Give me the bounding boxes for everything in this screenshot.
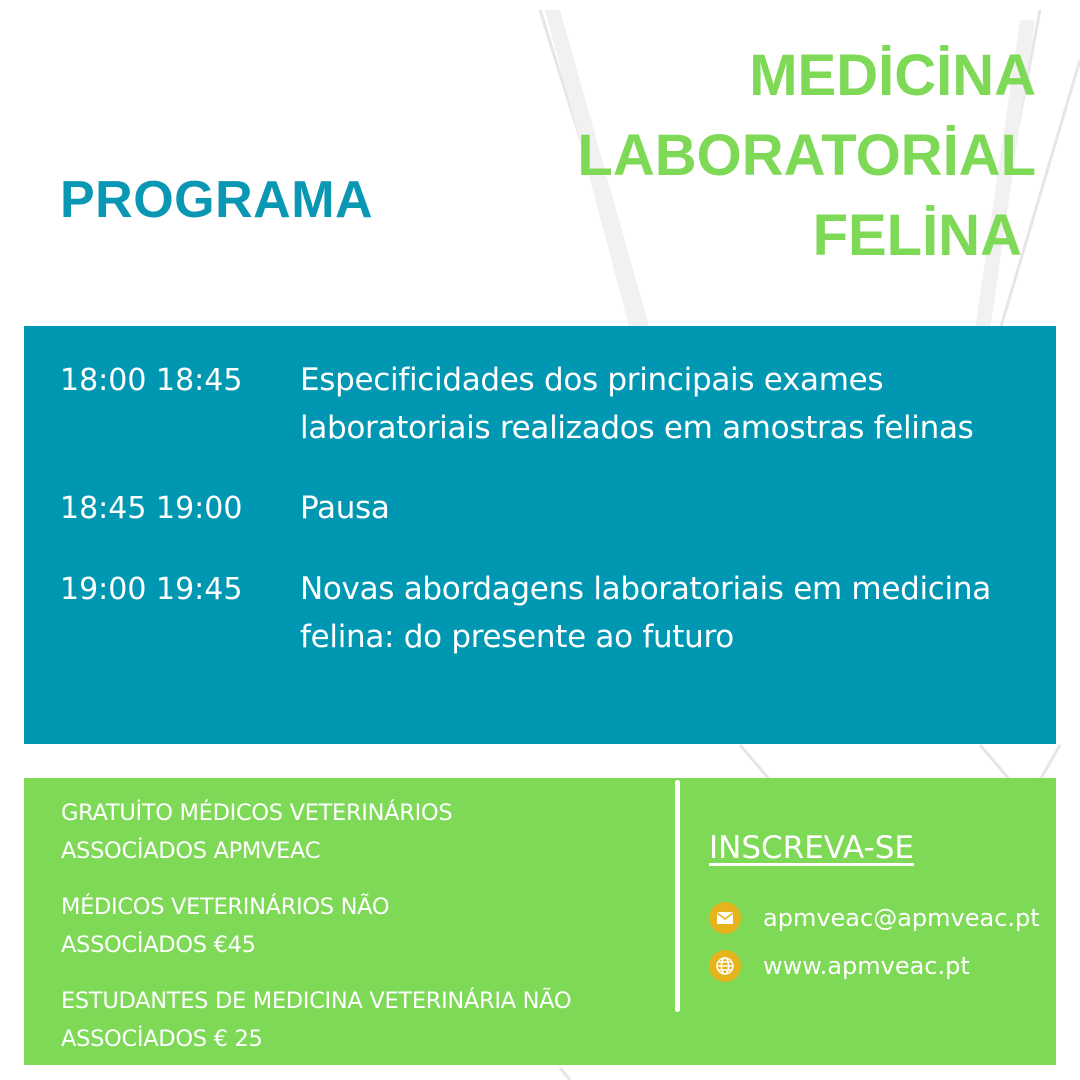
pricing-item-line-2: ASSOCİADOS APMVEAC bbox=[61, 838, 321, 864]
pricing-item-line-2: ASSOCİADOS € 25 bbox=[61, 1026, 263, 1052]
schedule-description: Especificidades dos principais exames laboratoriais realizados em amostras felinas bbox=[300, 362, 974, 446]
pricing-item bbox=[61, 794, 681, 870]
pricing-item-line-1: ESTUDANTES DE MEDICINA VETERINÁRIA NÃO bbox=[61, 988, 572, 1014]
schedule-row bbox=[60, 356, 1056, 452]
pricing-item bbox=[61, 888, 681, 964]
event-title bbox=[476, 36, 1036, 276]
pricing-item-line-1: GRATUİTO MÉDICOS VETERINÁRIOS bbox=[61, 800, 453, 826]
signup-link[interactable]: INSCREVA-SE bbox=[709, 830, 914, 866]
schedule-row bbox=[60, 484, 1056, 533]
event-title-line-1: MEDİCİNA bbox=[749, 43, 1036, 108]
event-title-line-3: FELİNA bbox=[812, 203, 1022, 268]
schedule-description: Novas abordagens laboratoriais em medicina felina: do presente ao futuro bbox=[300, 571, 991, 655]
schedule-panel bbox=[24, 326, 1056, 744]
event-title-line-2: LABORATORİAL bbox=[577, 123, 1036, 188]
contact-website[interactable]: www.apmveac.pt bbox=[763, 952, 970, 980]
program-title: PROGRAMA bbox=[60, 171, 374, 229]
contact-email[interactable]: apmveac@apmveac.pt bbox=[763, 904, 1040, 932]
vertical-divider bbox=[675, 780, 680, 1012]
pricing-panel bbox=[24, 778, 1056, 1065]
schedule-description: Pausa bbox=[300, 490, 390, 526]
schedule-row bbox=[60, 565, 1056, 661]
contact-email-row bbox=[709, 902, 1040, 934]
pricing-list bbox=[61, 794, 681, 1076]
envelope-icon bbox=[709, 902, 741, 934]
globe-icon bbox=[709, 950, 741, 982]
schedule-time: 18:45 19:00 bbox=[60, 491, 243, 526]
pricing-item-line-2: ASSOCİADOS €45 bbox=[61, 932, 256, 958]
schedule-time: 19:00 19:45 bbox=[60, 572, 243, 607]
contact-website-row bbox=[709, 950, 970, 982]
pricing-item bbox=[61, 982, 681, 1058]
schedule-time: 18:00 18:45 bbox=[60, 363, 243, 398]
pricing-item-line-1: MÉDICOS VETERINÁRIOS NÃO bbox=[61, 894, 390, 920]
